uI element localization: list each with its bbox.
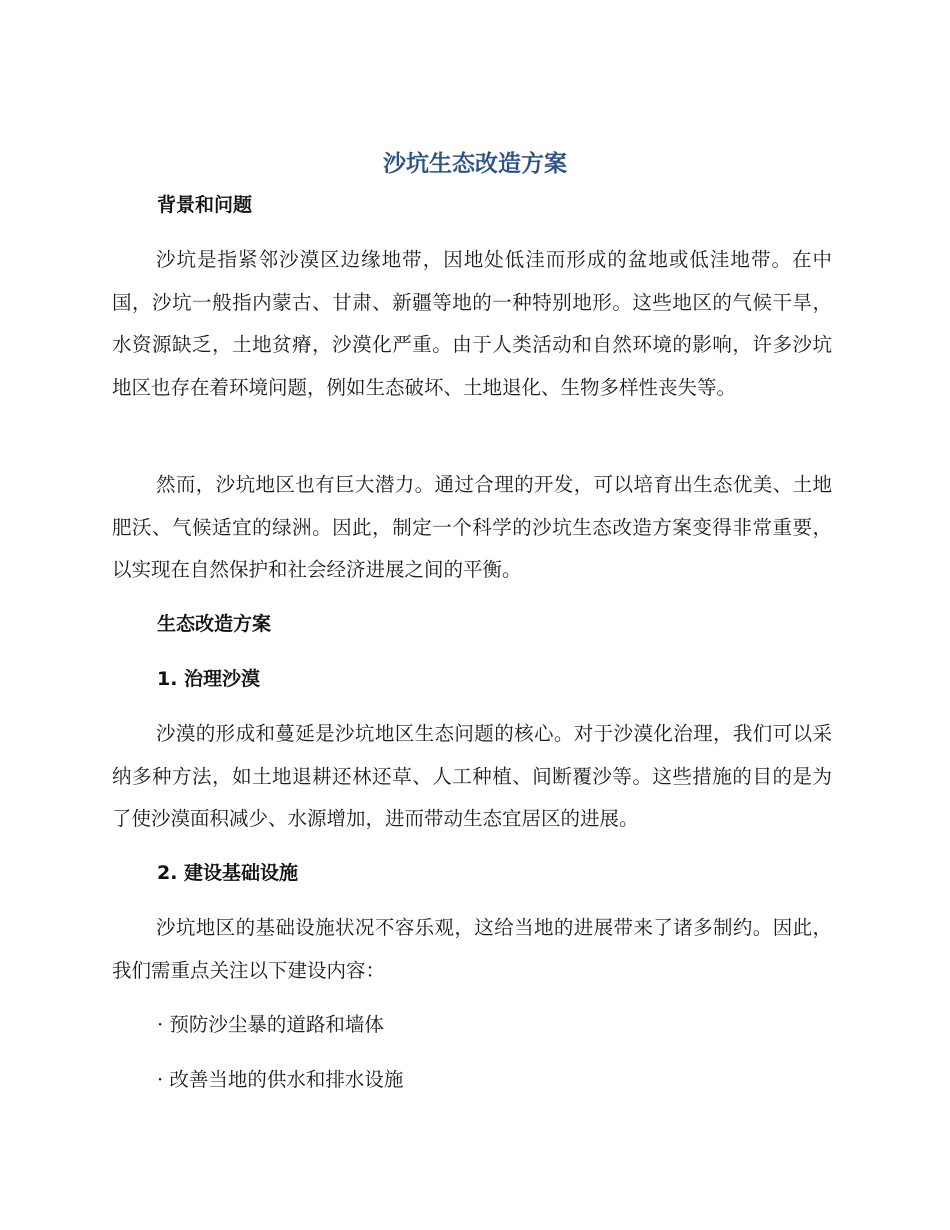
paragraph-background-1: 沙坑是指紧邻沙漠区边缘地带，因地处低洼而形成的盆地或低洼地带。在中国，沙坑一般指内蒙古、甘肃、新疆等地的一种特别地形。这些地区的气候干旱，水资源缺乏，土地贫瘠，沙漠化严重。由于人类活动和自然环境的影响，许多沙坑地区也存在着环境问题，例如生态破坏、土地退化、生物多样性丧失等。 [112, 248, 832, 399]
list-item: · 改善当地的供水和排水设施 [157, 1068, 404, 1091]
paragraph-desert-control: 沙漠的形成和蔓延是沙坑地区生态问题的核心。对于沙漠化治理，我们可以采纳多种方法，如土地退耕还林还草、人工种植、间断覆沙等。这些措施的目的是为了使沙漠面积减少、水源增加，进而带动生态宜居区的进展。 [112, 722, 832, 830]
subheading-infrastructure: 2. 建设基础设施 [157, 862, 299, 884]
list-item: · 预防沙尘暴的道路和墙体 [157, 1013, 384, 1036]
section-heading-background: 背景和问题 [157, 194, 253, 216]
paragraph-infrastructure: 沙坑地区的基础设施状况不容乐观，这给当地的进展带来了诸多制约。因此，我们需重点关注以下建设内容： [112, 916, 832, 982]
section-heading-plan: 生态改造方案 [157, 613, 272, 635]
paragraph-background-2: 然而，沙坑地区也有巨大潜力。通过合理的开发，可以培育出生态优美、土地肥沃、气候适宜的绿洲。因此，制定一个科学的沙坑生态改造方案变得非常重要，以实现在自然保护和社会经济进展之间的平衡。 [112, 473, 832, 581]
document-title: 沙坑生态改造方案 [383, 151, 567, 177]
subheading-desert-control: 1. 治理沙漠 [157, 668, 261, 690]
